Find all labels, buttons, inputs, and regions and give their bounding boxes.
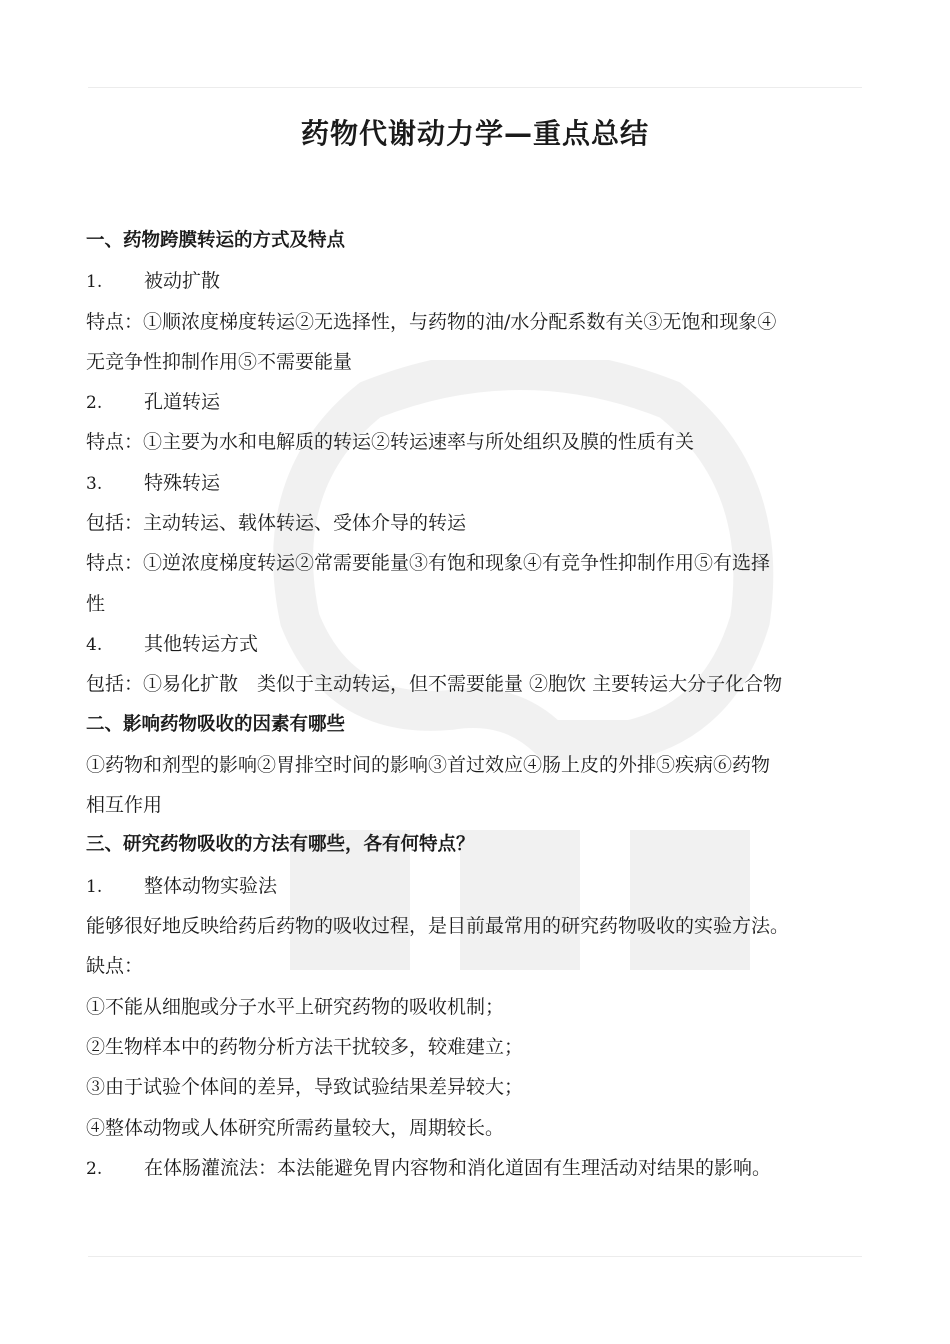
item-title: 被动扩散	[144, 270, 221, 293]
top-divider	[88, 87, 862, 88]
item-number: 4.	[86, 634, 103, 655]
document-body	[86, 221, 866, 1188]
section-3-item-1	[86, 866, 866, 906]
section-1-item-2	[86, 382, 866, 422]
cons-label: 缺点：	[86, 955, 144, 978]
cons-item: ②生物样本中的药物分析方法干扰较多，较难建立；	[86, 1035, 524, 1058]
item-title: 孔道转运	[144, 391, 221, 414]
section-2-heading: 二、影响药物吸收的因素有哪些	[86, 713, 346, 735]
cons-item: ①不能从细胞或分子水平上研究药物的吸收机制；	[86, 995, 505, 1018]
cons-item: ③由于试验个体间的差异，导致试验结果差异较大；	[86, 1076, 524, 1099]
page-title: 药物代谢动力学—重点总结	[300, 117, 649, 150]
bottom-divider	[88, 1256, 862, 1257]
section-1-item-4	[86, 624, 866, 664]
item-number: 2.	[86, 1158, 103, 1179]
item-title: 在体肠灌流法：本法能避免胃内容物和消化道固有生理活动对结果的影响。	[144, 1156, 772, 1179]
paragraph: 特点：①逆浓度梯度转运②常需要能量③有饱和现象④有竞争性抑制作用⑤有选择	[86, 552, 771, 575]
paragraph: 包括：①易化扩散 类似于主动转运，但不需要能量 ②胞饮 主要转运大分子化合物	[86, 673, 783, 696]
paragraph: 相互作用	[86, 794, 163, 817]
paragraph: 能够很好地反映给药后药物的吸收过程，是目前最常用的研究药物吸收的实验方法。	[86, 915, 790, 938]
paragraph: 性	[86, 592, 106, 615]
section-3-item-2	[86, 1148, 866, 1188]
item-number: 1.	[86, 876, 103, 897]
paragraph: 特点：①顺浓度梯度转运②无选择性，与药物的油/水分配系数有关③无饱和现象④	[86, 310, 777, 333]
item-number: 2.	[86, 393, 103, 414]
paragraph: 特点：①主要为水和电解质的转运②转运速率与所处组织及膜的性质有关	[86, 431, 695, 454]
item-title: 特殊转运	[144, 471, 221, 494]
section-1-item-3	[86, 463, 866, 503]
section-1-heading: 一、药物跨膜转运的方式及特点	[86, 230, 346, 251]
paragraph: ①药物和剂型的影响②胃排空时间的影响③首过效应④肠上皮的外排⑤疾病⑥药物	[86, 753, 771, 776]
item-title: 其他转运方式	[144, 632, 259, 655]
section-3-heading: 三、研究药物吸收的方法有哪些，各有何特点？	[86, 834, 475, 856]
item-number: 3.	[86, 473, 103, 494]
paragraph: 包括：主动转运、载体转运、受体介导的转运	[86, 512, 467, 535]
item-number: 1.	[86, 272, 103, 293]
item-title: 整体动物实验法	[144, 874, 278, 897]
section-1-item-1	[86, 261, 866, 301]
paragraph: 无竞争性抑制作用⑤不需要能量	[86, 350, 353, 373]
cons-item: ④整体动物或人体研究所需药量较大，周期较长。	[86, 1116, 505, 1139]
